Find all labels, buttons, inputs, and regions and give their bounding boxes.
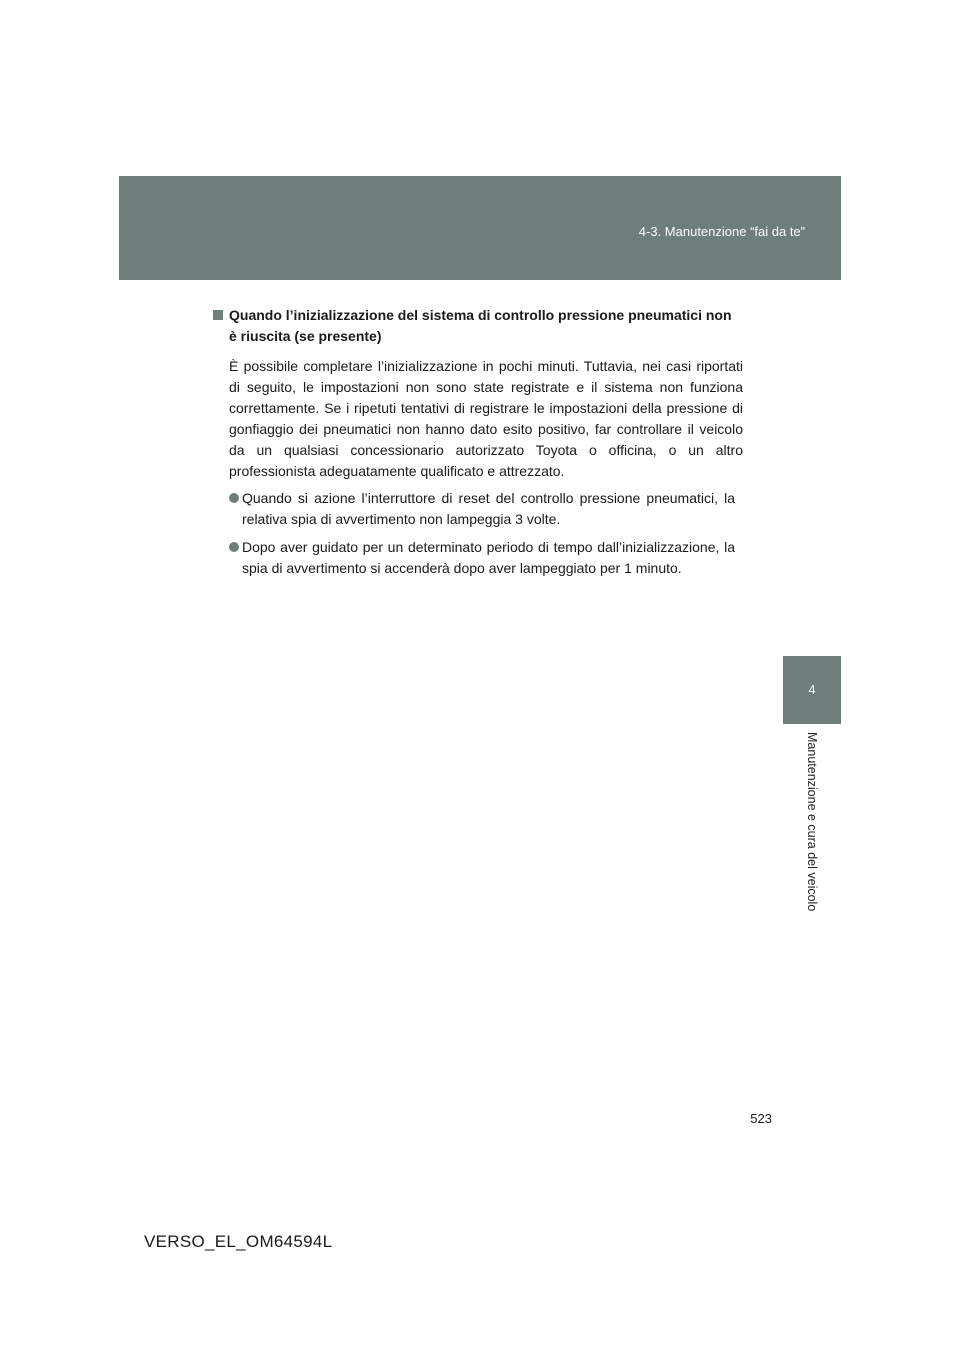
bullet-dot-icon (229, 493, 239, 503)
chapter-number-tab[interactable]: 4 (783, 656, 841, 724)
document-code: VERSO_EL_OM64594L (144, 1232, 333, 1251)
page-number: 523 (750, 1111, 772, 1126)
header-band (119, 176, 841, 280)
chapter-label-container (783, 732, 841, 942)
bullet-dot-icon (229, 542, 239, 552)
list-item-text: Dopo aver guidato per un determinato periodo di tempo dall’inizializzazione, la spia di avvertimento si accenderà dopo aver lampeggiato per 1 minuto. (242, 539, 735, 576)
list-item (229, 537, 735, 579)
main-content (213, 305, 743, 586)
bullet-list (213, 488, 743, 579)
list-item-text: Quando si azione l’interruttore di reset del controllo pressione pneumatici, la relativa spia di avvertimento non lampeggia 3 volte. (242, 490, 735, 527)
square-icon (213, 310, 223, 320)
body-paragraph: È possibile completare l’inizializzazione in pochi minuti. Tuttavia, nei casi riportati di seguito, le impostazioni non sono state registrate e il sistema non funziona correttamente. Se i ripetuti tentativi di registrare le impostazioni della pressione di gonfiaggio dei pneumatici non hanno dato esito positivo, far controllare il veicolo da un qualsiasi concessionario autorizzato Toyota o officina, o un altro professionista adeguatamente qualificato e attrezzato. (229, 358, 743, 479)
section-heading-text: Quando l’inizializzazione del sistema di controllo pressione pneumatici non è riuscita (se presente) (229, 307, 732, 344)
list-item (229, 488, 735, 530)
chapter-title: Manutenzione e cura del veicolo (805, 732, 819, 912)
section-heading (213, 305, 743, 347)
section-title: 4-3. Manutenzione “fai da te” (638, 224, 805, 239)
